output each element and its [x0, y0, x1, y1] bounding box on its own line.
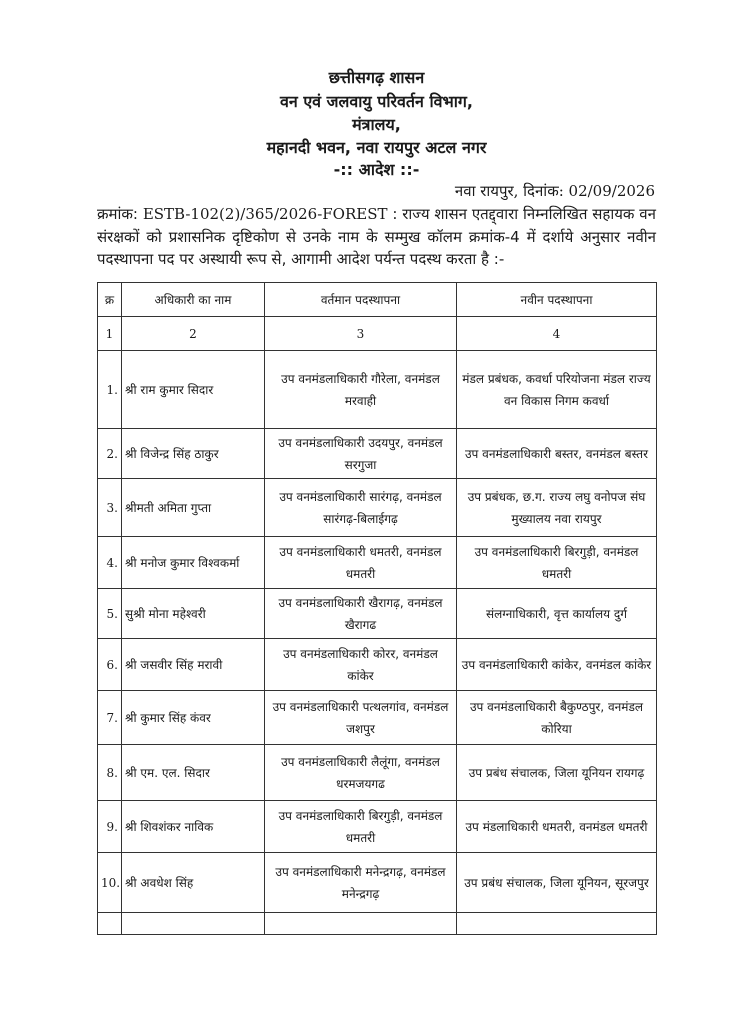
empty-cell [265, 913, 457, 935]
ministry-label: मंत्रालय, [352, 115, 401, 134]
current-posting: उप वनमंडलाधिकारी खैरागढ़, वनमंडल खैरागढ [265, 589, 457, 639]
office-address: महानदी भवन, नवा रायपुर अटल नगर [266, 138, 487, 157]
table-row [98, 639, 657, 691]
officer-name: श्री मनोज कुमार विश्वकर्मा [122, 537, 265, 589]
officer-name: श्री कुमार सिंह कंवर [122, 691, 265, 745]
officer-name: श्री एम. एल. सिदार [122, 745, 265, 801]
current-posting: उप वनमंडलाधिकारी लैलूंगा, वनमंडल धरमजयगढ [265, 745, 457, 801]
new-posting: उप वनमंडलाधिकारी बैकुण्ठपुर, वनमंडल कोरिया [457, 691, 657, 745]
table-row [98, 429, 657, 479]
table-row [98, 479, 657, 537]
table-row [98, 853, 657, 913]
header-new-posting: नवीन पदस्थापना [457, 283, 657, 317]
empty-cell [457, 913, 657, 935]
table-row [98, 351, 657, 429]
officer-name: श्री विजेन्द्र सिंह ठाकुर [122, 429, 265, 479]
order-paragraph [97, 203, 656, 271]
table-row [98, 589, 657, 639]
current-posting: उप वनमंडलाधिकारी पत्थलगांव, वनमंडल जशपुर [265, 691, 457, 745]
current-posting: उप वनमंडलाधिकारी सारंगढ़, वनमंडल सारंगढ़-बिलाईगढ़ [265, 479, 457, 537]
current-posting: उप वनमंडलाधिकारी गौरेला, वनमंडल मरवाही [265, 351, 457, 429]
current-posting: उप वनमंडलाधिकारी धमतरी, वनमंडल धमतरी [265, 537, 457, 589]
officer-name: श्रीमती अमिता गुप्ता [122, 479, 265, 537]
serial-number: 7. [98, 691, 122, 745]
serial-number: 9. [98, 801, 122, 853]
officer-name: श्री राम कुमार सिदार [122, 351, 265, 429]
table-header-row [98, 283, 657, 317]
new-posting: उप मंडलाधिकारी धमतरी, वनमंडल धमतरी [457, 801, 657, 853]
officer-name: श्री जसवीर सिंह मरावी [122, 639, 265, 691]
order-number-label: क्रमांक: [97, 205, 138, 223]
serial-number: 3. [98, 479, 122, 537]
column-index-row [98, 317, 657, 351]
new-posting: उप वनमंडलाधिकारी बस्तर, वनमंडल बस्तर [457, 429, 657, 479]
serial-number: 5. [98, 589, 122, 639]
header-current-posting: वर्तमान पदस्थापना [265, 283, 457, 317]
empty-cell [98, 913, 122, 935]
table-row [98, 801, 657, 853]
current-posting: उप वनमंडलाधिकारी कोरर, वनमंडल कांकेर [265, 639, 457, 691]
officer-name: सुश्री मोना महेश्वरी [122, 589, 265, 639]
column-index: 3 [265, 317, 457, 351]
officer-name: श्री शिवशंकर नाविक [122, 801, 265, 853]
header-officer-name: अधिकारी का नाम [122, 283, 265, 317]
order-number: ESTB-102(2)/365/2026-FOREST [142, 205, 388, 223]
current-posting: उप वनमंडलाधिकारी मनेन्द्रगढ़, वनमंडल मनेन्द्रगढ़ [265, 853, 457, 913]
order-body: : राज्य शासन एतद्द्वारा निम्नलिखित सहायक वन संरक्षकों को प्रशासनिक दृष्टिकोण से उनके नाम के सम्मुख कॉलम क्रमांक-4 में दर्शाये अनुसार नवीन पदस्थापना पद पर अस्थायी रूप से, आगामी आदेश पर्यन्त पदस्थ करता है :- [97, 205, 656, 268]
new-posting: संलग्नाधिकारी, वृत्त कार्यालय दुर्ग [457, 589, 657, 639]
empty-cell [122, 913, 265, 935]
date-line: नवा रायपुर, दिनांक: 02/09/2026 [454, 182, 655, 200]
posting-table [97, 282, 657, 935]
table-row-continued [98, 913, 657, 935]
current-posting: उप वनमंडलाधिकारी उदयपुर, वनमंडल सरगुजा [265, 429, 457, 479]
officer-name: श्री अवधेश सिंह [122, 853, 265, 913]
new-posting: उप प्रबंध संचालक, जिला यूनियन रायगढ़ [457, 745, 657, 801]
serial-number: 6. [98, 639, 122, 691]
order-heading: -:: आदेश ::- [333, 160, 420, 179]
department-name: वन एवं जलवायु परिवर्तन विभाग, [279, 92, 474, 111]
new-posting: उप वनमंडलाधिकारी बिरगुड़ी, वनमंडल धमतरी [457, 537, 657, 589]
current-posting: उप वनमंडलाधिकारी बिरगुड़ी, वनमंडल धमतरी [265, 801, 457, 853]
new-posting: उप वनमंडलाधिकारी कांकेर, वनमंडल कांकेर [457, 639, 657, 691]
column-index: 4 [457, 317, 657, 351]
header-serial: क्र [98, 283, 122, 317]
table-row [98, 745, 657, 801]
govt-name: छत्तीसगढ़ शासन [328, 68, 425, 87]
new-posting: उप प्रबंध संचालक, जिला यूनियन, सूरजपुर [457, 853, 657, 913]
new-posting: मंडल प्रबंधक, कवर्धा परियोजना मंडल राज्य वन विकास निगम कवर्धा [457, 351, 657, 429]
serial-number: 4. [98, 537, 122, 589]
column-index: 2 [122, 317, 265, 351]
serial-number: 10. [98, 853, 122, 913]
new-posting: उप प्रबंधक, छ.ग. राज्य लघु वनोपज संघ मुख्यालय नवा रायपुर [457, 479, 657, 537]
table-row [98, 691, 657, 745]
serial-number: 2. [98, 429, 122, 479]
serial-number: 8. [98, 745, 122, 801]
table-row [98, 537, 657, 589]
serial-number: 1. [98, 351, 122, 429]
column-index: 1 [98, 317, 122, 351]
